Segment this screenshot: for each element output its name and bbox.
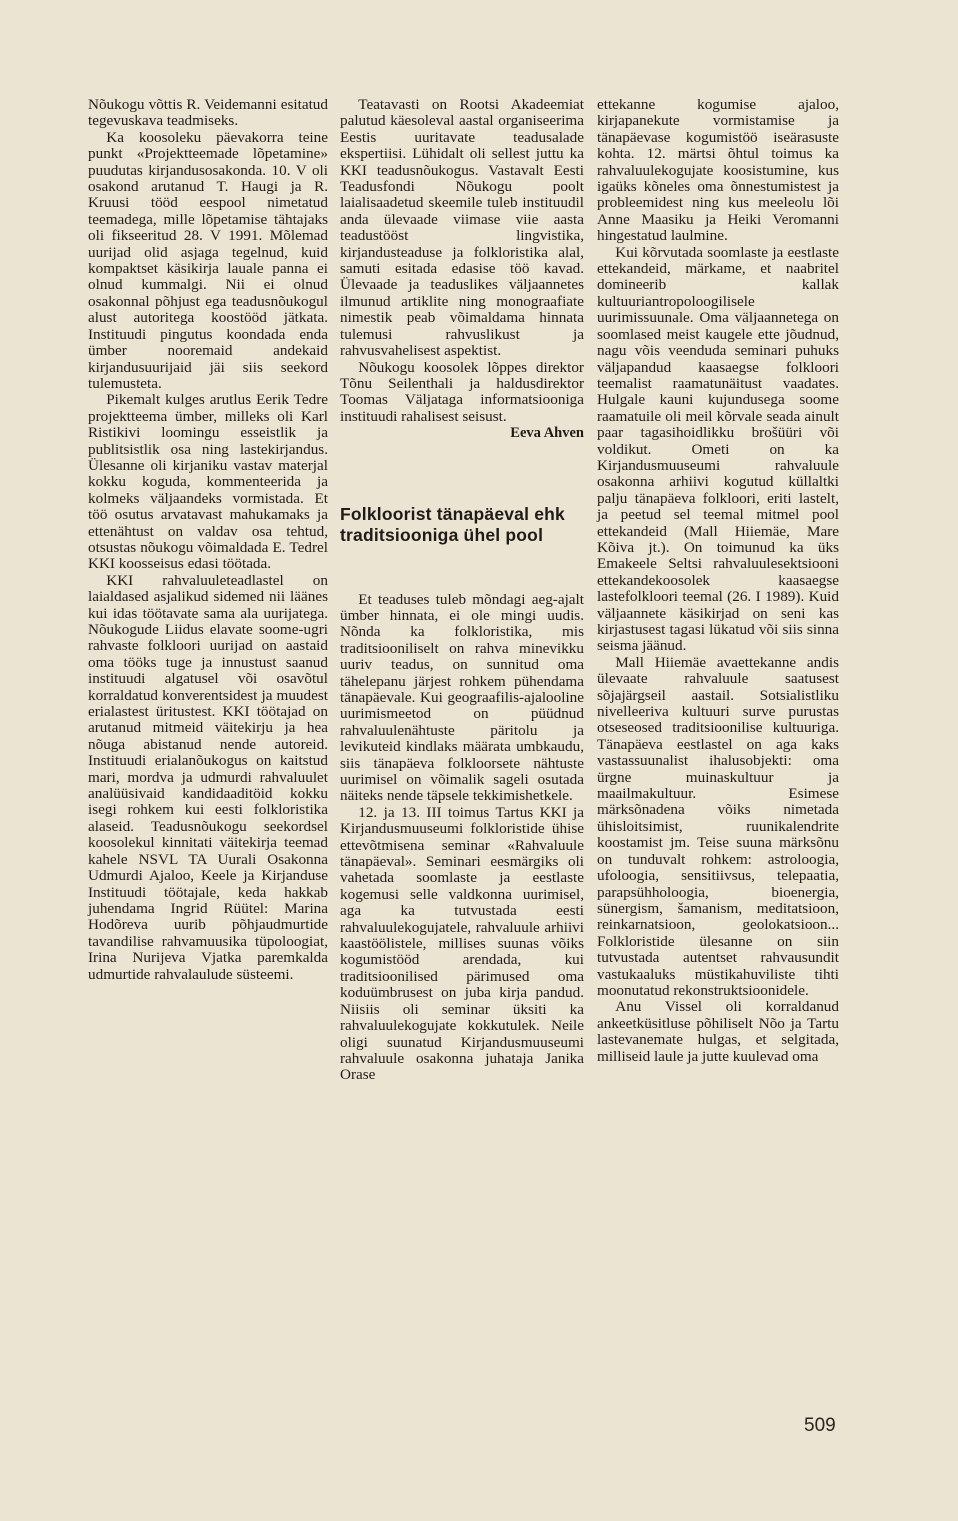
paragraph: Teatavasti on Rootsi Akadeemiat palutud käesoleval aastal organiseerima Eestis uuritavate teadusalade ekspertiisi. Lühidalt oli sellest juttu ka KKI teadusnõukogus. Vastavalt Eesti Teadusfondi Nõukogu poolt laialisaadetud skeemile tuleb instituudil anda ülevaade viimase viie aasta teadustööst lingvistika, kirjandusteaduse ja folkloristika alal, samuti esitada edasise töö kavad. Ülevaade ja teaduslikes väljaannetes ilmunud artiklite ning monograafiate nimestik peab võimaldama hinnata tulemusi rahvuslikust ja rahvusvahelisest aspektist.	[340, 96, 584, 360]
paragraph: Kui kõrvutada soomlaste ja eestlaste ettekandeid, märkame, et naabritel domineerib kallak kultuuriantropoloogilisele uurimissuunale. Oma väljaannetega on soomlased meist kaugele ette jõudnud, nagu võis veenduda seminari puhuks väljapandud kaasaegse folkloori teemalist raamatunäitust vaadates. Hulgale kauni kujundusega soome raamatuile oli meil kõrvale seada ainult paar tagasihoidlikku brošüüri või voldikut. Ometi on ka Kirjandusmuuseumi rahvaluule osakonna arhiivi kogutud küllaltki palju tänapäeva folkloori, eriti lastelt, ja peetud sel teemal mitmel pool ettekandeid (Mall Hiiemäe, Mare Kõiva jt.). On toimunud ka üks Emakeele Seltsi rahvaluulesektsiooni ettekandekoosolek kaasaegse lastefolkloori teemal (26. I 1989). Kuid väljaannete käsikirjad on seni kas kirjastusest tagasi lükatud või siis sinna seisma jäänud.	[597, 243, 839, 655]
paragraph: KKI rahvaluuleteadlastel on laialdased asjalikud sidemed nii läänes kui idas töötavate sama ala uurijatega. Nõukogude Liidus elavate soome-ugri rahvaste folkloori uurijad on aastaid oma tööks tuge ja innustust saanud instituudi algatusel või osavõtul korraldatud konverentsidest ja muudest erialastest üritustest. KKI töötajad on arutanud mitmeid väitekirju ja hea nõuga abistanud nende autoreid. Instituudi erialanõukogus on kaitstud mari, mordva ja udmurdi rahvaluulet analüüsivaid kandidaaditöid kokku isegi rohkem kui eesti folkloristika alaseid. Teadusnõukogu seekordsel koosolekul kinnitati väitekirja teemad kahele NSVL TA Uurali Osakonna Udmurdi Ajaloo, Keele ja Kirjanduse Instituudi töötajale, keda hakkab juhendama Ingrid Rüütel: Marina Hodõreva uurib põhjaudmurtide tavandilise rahvamuusika tüpoloogiat, Irina Nurijeva Vjatka paremkalda udmurtide rahvalaulude süsteemi.	[88, 571, 328, 983]
text-column-left	[88, 97, 328, 983]
page-number: 509	[804, 1415, 836, 1436]
text-column-right	[597, 97, 839, 1065]
paragraph: 12. ja 13. III toimus Tartus KKI ja Kirjandusmuuseumi folkloristide ühise ettevõtmisena seminar «Rahvaluule tänapäeval». Seminari eesmärgiks oli vahetada soomlaste ja eestlaste kogemusi selle valdkonna uurimisel, aga ka tutvustada eesti rahvaluulekogujatele, rahvaluule arhiivi kaastöölistele, millises suunas võiks kogumistööd arendada, kui traditsioonilised pärimused oma koduümbrusest on juba kirja pandud. Niisiis oli seminar üksiti ka rahvaluulekogujate kokkutulek. Neile oligi suunatud Kirjandusmuuseumi rahvaluule osakonna juhataja Janika Orase	[340, 803, 584, 1084]
paragraph: Nõukogu koosolek lõppes direktor Tõnu Seilenthali ja haldusdirektor Toomas Väljataga informatsiooniga instituudi rahalisest seisust.	[340, 358, 584, 425]
paragraph: Pikemalt kulges arutlus Eerik Tedre projektteema ümber, milleks oli Karl Ristikivi loomingu esseistlik ja publitsistlik osa ning lastekirjandus. Ülesanne oli kirjaniku vastav materjal kokku koguda, kommenteerida ja kolmeks väljaandeks vormistada. Et töö osutus arvatavast mahukamaks ja ettenähtust on valdav osa tehtud, otsustas nõukogu võimaldada E. Tedrel KKI koosseisus edasi töötada.	[88, 391, 328, 573]
paragraph: Anu Vissel oli korraldanud ankeetküsitluse põhiliselt Nõo ja Tartu lastevanemate hulgas, et selgitada, milliseid laule ja jutte kuulevad oma	[597, 998, 839, 1065]
paragraph: Nõukogu võttis R. Veidemanni esitatud tegevuskava teadmiseks.	[88, 96, 328, 130]
paragraph: Mall Hiiemäe avaettekanne andis ülevaate rahvaluule saatusest sõjajärgseil aastail. Sotsialistliku nivelleeriva kultuuri surve purustas otseseosed traditsioonilise kultuuriga. Tänapäeva eestlastel on aga kaks vastassuunalist ihalusobjekti: oma ürgne muinaskultuur ja maailmakultuur. Esimese märksõnadena võiks nimetada ühisloitsimist, ruunikalendrite koostamist jm. Teise suuna märksõnu on tunduvalt rohkem: astroloogia, ufoloogia, sensitiivsus, telepaatia, parapsühholoogia, bioenergia, sünergism, šamanism, meditatsioon, reinkarnatsioon, geolokatsioon... Folkloristide ülesanne on siin tutvustada autentset rahvausundit vastukaaluks müstikahuviliste tihti moonutatud rekonstruktsioonidele.	[597, 653, 839, 999]
text-column-middle	[340, 97, 584, 1084]
author-signature: Eeva Ahven	[510, 425, 584, 442]
article-title: Folkloorist tänapäeval ehk traditsiooniga ühel pool	[340, 503, 565, 545]
paragraph: Et teaduses tuleb mõndagi aeg-ajalt ümber hinnata, ei ole mingi uudis. Nõnda ka folkloristika, mis traditsiooniliselt on rahva minevikku uuriv teadus, on sunnitud oma tähelepanu järjest rohkem pühendama tänapäevale. Kui geograafilis-ajalooline uurimismeetod on püüdnud rahvaluulenähtuste päritolu ja levikuteid kindlaks määrata umbkaudu, siis tänapäeva folkloorsete nähtuste uurimisel on võimalik sageli osutada näiteks nende täpsele tekkimishetkele.	[340, 590, 584, 805]
paragraph: ettekanne kogumise ajaloo, kirjapanekute vormistamise ja tänapäevase kogumistöö iseärasuste kohta. 12. märtsi õhtul toimus ka rahvaluulekogujate koosistumine, kus igaüks kõneles oma õnnestumistest ja probleemidest ning kus meeleolu lõi Anne Maasiku ja Heiki Veromanni hingestatud laulmine.	[597, 96, 839, 245]
paragraph: Ka koosoleku päevakorra teine punkt «Projektteemade lõpetamine» puudutas kirjandusosakonda. 10. V oli osakond arutanud T. Haugi ja R. Kruusi tööd eespool nimetatud teemadega, mille lõpetamise tähtajaks oli fikseeritud 28. V 1991. Mõlemad uurijad olid asjaga tegelnud, kuid kompaktset käsikirja lauale panna ei olnud kummalgi. Nii ei olnud osakonnal põhjust ega teadusnõukogul alust autoritega koostööd jätkata. Instituudi pingutus koondada enda ümber nooremaid andekaid kirjandusuurijaid jäi siis seekord tulemusteta.	[88, 128, 328, 392]
